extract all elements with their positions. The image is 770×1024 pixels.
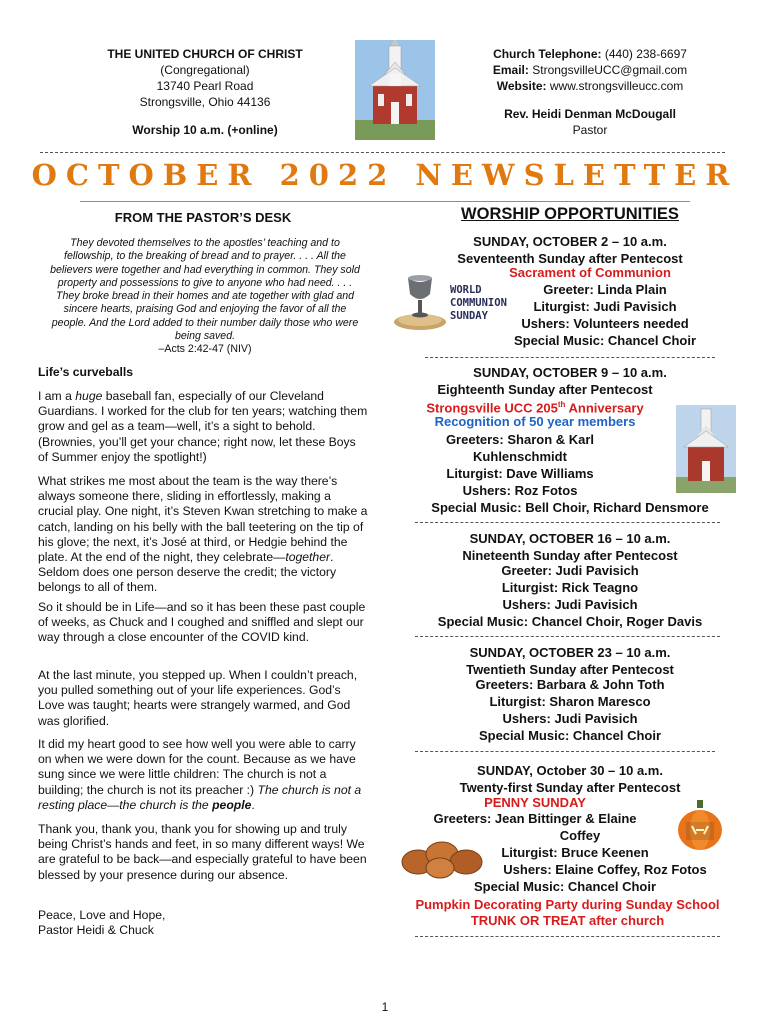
denomination: (Congregational) [160, 63, 250, 77]
worship-time: Worship 10 a.m. (+online) [132, 123, 278, 137]
service-oct2-special: Sacrament of Communion [509, 265, 671, 280]
quote-text: They devoted themselves to the apostles’ teaching and to fellowship, to the breaking of bread and to prayer. . . . All the believers were together and had everything in common. They sold property and possessions to give to anyone who had need. . . . They broke bread in their homes and ate together with glad and sincere hearts, praising God and enjoying the favor of all the people. And the Lord added to their number daily those who were being saved. [50, 237, 360, 343]
email: StrongsvilleUCC@gmail.com [532, 63, 688, 77]
newsletter-title: OCTOBER 2022 NEWSLETTER [31, 158, 739, 192]
paragraph-5: It did my heart good to see how well you were able to carry on when we were down for the count. Because as we have sung since we were little children: The church is not a building; the church is not its preacher :) The church is not a resting place—the church is the people. [38, 737, 362, 812]
scripture-quote [45, 237, 365, 357]
liturgist: Liturgist: Sharon Maresco [489, 694, 651, 709]
signature: Pastor Heidi & Chuck [38, 923, 154, 938]
service-oct30-sunday: Twenty-first Sunday after Pentecost [459, 780, 681, 795]
paragraph-1: I am a huge baseball fan, especially of our Cleveland Guardians. I worked for the club for ten years; watching them grow and gel as a team—well, it’s a sight to behold. (Brownies, you’ll get your chance; right now, let these Boys of Summer enjoy the spotlight!) [38, 389, 368, 464]
website: www.strongsvilleucc.com [549, 79, 684, 93]
divider [415, 522, 720, 523]
service-oct2-date: SUNDAY, OCTOBER 2 – 10 a.m. [473, 234, 667, 249]
special-music: Special Music: Chancel Choir, Roger Davis [437, 614, 703, 629]
pennies-icon [400, 832, 490, 880]
pastor-name: Rev. Heidi Denman McDougall [504, 107, 676, 121]
greeter: Greeter: Linda Plain [543, 282, 667, 297]
article-subheading: Life’s curveballs [38, 365, 134, 379]
special-music: Special Music: Chancel Choir [513, 333, 697, 348]
service-oct2-roles [485, 281, 725, 349]
service-oct2-sunday: Seventeenth Sunday after Pentecost [457, 251, 683, 266]
service-oct23-sunday: Twentieth Sunday after Pentecost [466, 662, 674, 677]
phone-label: Church Telephone: [493, 47, 602, 61]
divider [415, 636, 720, 637]
service-oct9-anniversary: Strongsville UCC 205th Anniversary [426, 400, 644, 416]
paragraph-2: What strikes me most about the team is the way there’s always someone there, sliding in effortlessly, making a crucial play. One night, it’s Steven Kwan stretching to make a catch, landing on his belly with the ball teetering on the tip of his glove; the next, it’s José at third, or Hedgie behind the plate. At the end of the night, they celebrate—together. Seldom does one person deserve the credit; the victory belongs to all of them. [38, 474, 368, 595]
liturgist: Liturgist: Rick Teagno [501, 580, 639, 595]
service-oct9-greeters: Greeters: Sharon & Karl Kuhlenschmidt [445, 432, 595, 464]
logo-text: WORLD COMMUNION SUNDAY [450, 284, 507, 322]
service-oct30-date: SUNDAY, October 30 – 10 a.m. [477, 763, 663, 778]
service-oct16-sunday: Nineteenth Sunday after Pentecost [462, 548, 678, 563]
liturgist: Liturgist: Judi Pavisich [533, 299, 677, 314]
church-photo-small [676, 405, 736, 493]
service-oct9-liturgist: Liturgist: Dave Williams [446, 466, 594, 481]
divider [415, 751, 715, 752]
pumpkin-icon [676, 800, 724, 852]
greeter: Greeter: Judi Pavisich [501, 563, 639, 578]
service-oct30-ushers: Ushers: Elaine Coffey, Roz Fotos [503, 862, 707, 877]
service-oct16-date: SUNDAY, OCTOBER 16 – 10 a.m. [469, 531, 671, 546]
quote-reference: –Acts 2:42-47 (NIV) [158, 343, 252, 356]
service-oct30-liturgist: Liturgist: Bruce Keenen [501, 845, 649, 860]
worship-heading: WORSHIP OPPORTUNITIES [461, 205, 679, 223]
service-oct23-roles [415, 676, 725, 744]
service-oct9-date: SUNDAY, OCTOBER 9 – 10 a.m. [473, 365, 667, 380]
service-oct30-greeters-cont: Coffey [559, 828, 601, 843]
street-address: 13740 Pearl Road [156, 79, 254, 93]
service-oct30-event-trunk: TRUNK OR TREAT after church [470, 913, 665, 928]
service-oct9-recognition: Recognition of 50 year members [434, 414, 636, 429]
greeters: Greeters: Barbara & John Toth [475, 677, 665, 692]
pastor-desk-heading: FROM THE PASTOR’S DESK [114, 210, 292, 225]
divider [415, 936, 720, 937]
paragraph-3: So it should be in Life—and so it has been these past couple of weeks, as Chuck and I coughed and sniffled and slept our way through a close encounter of the COVID kind. [38, 600, 366, 645]
paragraph-6: Thank you, thank you, thank you for showing up and truly being Christ’s hands and feet, in so many different ways! We are grateful to be back—and especially grateful to have been blessed by your presence during our absence. [38, 822, 367, 882]
closing-line: Peace, Love and Hope, [38, 908, 166, 922]
email-label: Email: [492, 63, 529, 77]
ushers: Ushers: Volunteers needed [521, 316, 689, 331]
chalice-icon [390, 272, 450, 334]
ushers: Ushers: Judi Pavisich [502, 597, 638, 612]
church-address-block [75, 46, 335, 138]
title-underline [80, 201, 690, 202]
special-music: Special Music: Chancel Choir [478, 728, 662, 743]
service-oct9-ushers: Ushers: Roz Fotos [462, 483, 578, 498]
world-communion-logo [390, 272, 507, 334]
service-oct30-greeters: Greeters: Jean Bittinger & Elaine [433, 811, 637, 826]
pastor-title: Pastor [572, 123, 608, 137]
contact-block [455, 46, 725, 138]
closing [38, 908, 368, 938]
page-number: 1 [381, 1000, 389, 1014]
church-name: THE UNITED CHURCH OF CHRIST [107, 47, 303, 61]
city-address: Strongsville, Ohio 44136 [139, 95, 271, 109]
paragraph-4: At the last minute, you stepped up. When I couldn’t preach, you pulled something out of your life experiences. God’s Love was taught; hearts were strangely warmed, and God was glorified. [38, 668, 358, 728]
phone: (440) 238-6697 [604, 47, 687, 61]
ushers: Ushers: Judi Pavisich [502, 711, 638, 726]
service-oct23-date: SUNDAY, OCTOBER 23 – 10 a.m. [469, 645, 671, 660]
header-divider [40, 152, 725, 153]
divider [425, 357, 715, 358]
service-oct9-sunday: Eighteenth Sunday after Pentecost [437, 382, 653, 397]
service-oct30-special: PENNY SUNDAY [484, 795, 586, 810]
service-oct9-music: Special Music: Bell Choir, Richard Densmore [431, 500, 709, 515]
church-photo [355, 40, 435, 140]
service-oct30-music: Special Music: Chancel Choir [473, 879, 657, 894]
service-oct30-event-pumpkin: Pumpkin Decorating Party during Sunday School [415, 897, 720, 912]
service-oct16-roles [415, 562, 725, 630]
website-label: Website: [496, 79, 547, 93]
